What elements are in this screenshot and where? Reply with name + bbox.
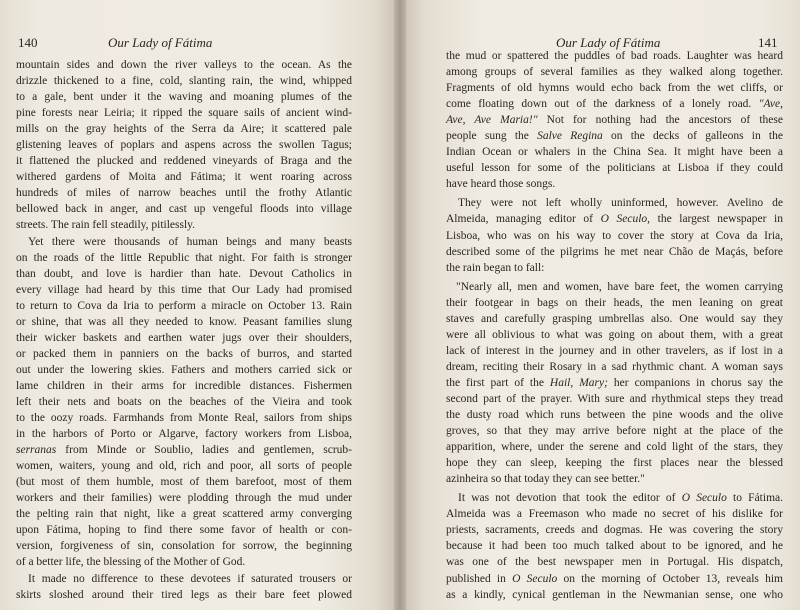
text-line: glistening leaves of poplars and aspens across the swollen Tagus; [16,139,352,152]
text-line: hundreds of miles of narrow beaches until the frothy Atlantic [16,187,352,200]
text-line: to the oozy roads. Farmhands from Monte Real, sailors from ships [16,412,352,425]
text-line: the rain began to fall: [446,261,545,274]
text-line: Almeida was a Freemason who made no secret of his dislike for [446,508,783,521]
text-line: Ave, Ave Maria!" Not for nothing had the ancestors of these [446,114,783,127]
text-line: as a kindly, cynical gentleman in the Newmanian sense, one who [446,588,783,601]
text-line: Lisboa, who was on his way to cover the story at Cova da Iria, [446,229,783,242]
text-line: azinheira so that today they can see better." [446,473,645,486]
text-line: serranas from Minde or Soublio, ladies and gentlemen, scrub- [16,444,352,457]
text-line: It made no difference to these devotees if saturated trousers or [28,572,352,585]
text-line: every village had heard by this time that Our Lady had promised [16,283,352,296]
text-line: drizzle thickened to a fine, cold, slanting rain, the wind, whipped [16,75,352,88]
text-line: apparition, where, under the serene and cold light of the stars, they [446,441,783,454]
text-line: Indian Ocean or whalers in the China Sea. It might have been a [446,146,783,159]
text-line: their footgear in bags on their heads, the men leaning on great [446,296,783,309]
page-number: 141 [758,35,778,50]
text-line: of a better life, the blessing of the Mother of God. [16,556,246,569]
right-page [406,0,800,610]
text-line: to a gale, bent under it the waving and moaning plumes of the [16,91,352,104]
text-line: It was not devotion that took the editor of O Seculo to Fátima. [458,492,783,505]
running-head: Our Lady of Fátima [556,35,661,50]
text-line: (but most of them humble, most of them barefoot, most of them [16,476,352,489]
text-line: or packed them in panniers on the backs of burros, and started [16,347,352,360]
text-line: lack of interest in the journey and in other travelers, as if lost in a [446,344,783,357]
text-line: workers and their families) were plodding through the mud under [16,492,352,505]
text-line: upon Fátima, hoping to find there some favor of health or con- [16,524,352,537]
text-line: useful lesson for some of the politicians at Lisboa if they could [446,162,783,175]
text-line: or shine, that was all they needed to know. Peasant families slung [16,315,352,328]
text-line: mountain sides and down the river valleys to the ocean. As the [16,59,352,71]
page-number: 140 [18,35,38,50]
text-line: left their nets and boats on the beaches of the Vieira and took [16,395,352,408]
text-line: withered gardens of Moita and Fátima; it went roaring across [16,171,352,184]
text-line: was one of the best newspaper men in Portugal. His dispatch, [446,556,783,569]
text-line: They were not left wholly uninformed, however. Avelino de [458,197,783,210]
text-line: skirts sloshed around their tired legs as their bare feet plowed [16,588,352,601]
right-page-text [446,48,783,603]
text-line: Yet there were thousands of human beings and many beasts [28,235,352,248]
text-line: the dusty road which runs between the pine woods and the olive [446,409,783,422]
book-gutter [394,0,406,610]
text-line: the pelting rain that night, like a great scattered army converging [16,508,352,521]
text-line: pine forests near Leiria; it ripped the square sails of ancient wind- [16,107,352,120]
text-line: version, forgiveness of sin, consolation for sorrow, the beginning [16,540,352,553]
text-line: the first part of the Hail, Mary; her companions in chorus say the [446,376,783,389]
text-line: dream, reciting their Rosary in a sad rhythmic chant. A woman says [446,360,783,373]
text-line: in the harbors of Porto or Algarve, factory workers from Lisboa, [16,428,352,441]
text-line: published in O Seculo on the morning of October 13, reveals him [446,572,784,585]
text-line: because it had been too much talked about to be ignored, and he [446,540,783,553]
text-line: people sung the Salve Regina on the decks of galleons in the [446,130,783,143]
text-line: to return to Cova da Iria to perform a miracle on October 13. Rain [16,299,352,312]
text-line: on the roads of the little Republic that night. For faith is stronger [16,251,352,264]
text-line: out under the lowering skies. Fathers and mothers carried sick or [16,363,352,376]
text-line: "Nearly all, men and women, have bare feet, the women carrying [456,280,783,293]
left-page-text [16,57,352,603]
text-line: streets. The rain fell steadily, pitilessly. [16,219,196,232]
running-head: Our Lady of Fátima [108,35,213,50]
text-line: lame children in their arms for incredible distances. Fishermen [16,379,352,392]
text-line: than doubt, and love is hardier than hate. Devout Catholics in [16,267,352,280]
text-line: women, waiters, young and old, rich and poor, all sorts of people [16,460,352,473]
text-line: come floating down out of the darkness of a lonely road. "Ave, [446,98,783,111]
text-line: among groups of several families as they walked along together. [446,66,783,79]
text-line: Almeida, managing editor of O Seculo, the largest newspaper in [446,213,783,226]
text-line: described some of the pilgrims he met near Chão de Maçás, before [446,245,783,258]
text-line: groves, so that they may arrive before night at the place of the [446,425,783,438]
text-line: staves and carefully grasping umbrellas also. One would say they [446,312,783,325]
text-line: hope they can sleep, keeping the first places near the blessed [446,457,783,470]
text-line: mills on the gray heights of the Serra da Aire; it scattered pale [16,123,352,136]
text-line: second part of the prayer. With sure and rhythmical steps they tread [446,392,783,405]
text-line: it flattened the plucked and reddened vineyards of Braga and the [16,155,352,168]
left-page [0,0,394,610]
text-line: have heard those songs. [446,178,556,191]
text-line: bellowed back in anger, and cast up vengeful floods into village [16,203,352,216]
text-line: their wicker baskets and earthen water jugs over their shoulders, [16,331,352,344]
text-line: were all oblivious to what was going on about them, with a great [446,328,783,341]
text-line: Fragments of old hymns would echo back from the wet cliffs, or [446,82,783,95]
text-line: the mud or spattered the puddles of bad roads. Laughter was heard [446,50,783,62]
text-line: priests, sacraments, creeds and dogmas. He was covering the story [446,524,783,537]
